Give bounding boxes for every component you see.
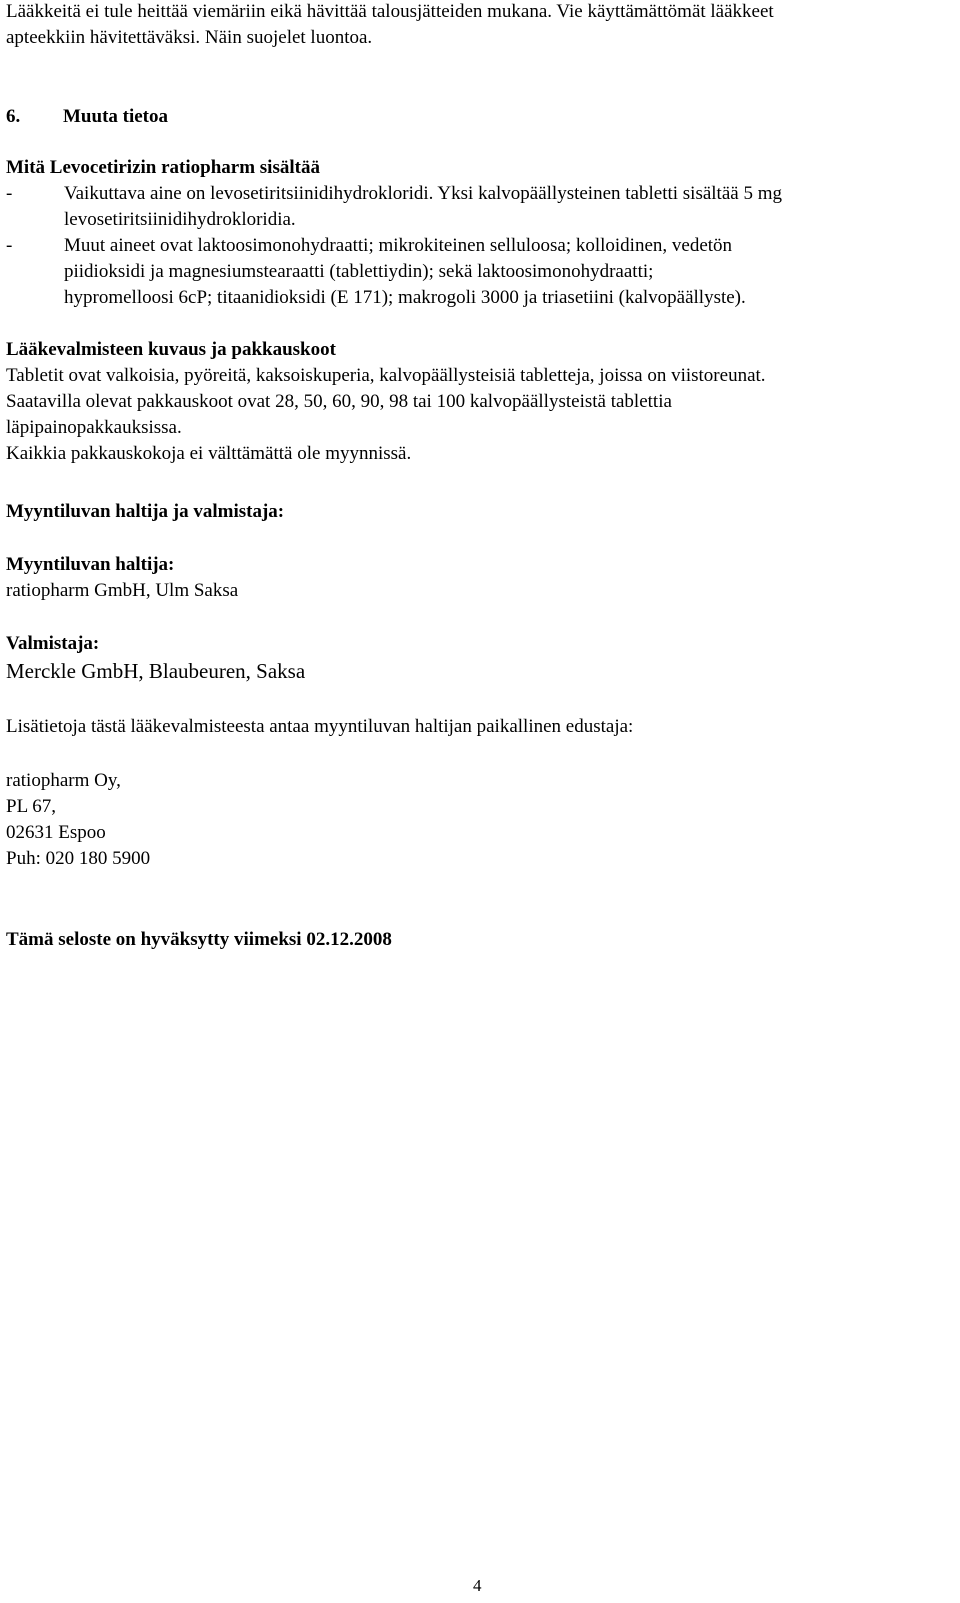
bullet-dash-1: -	[6, 183, 13, 204]
other-ingredients-line-3: hypromelloosi 6cP; titaanidioksidi (E 171); makrogoli 3000 ja triasetiini (kalvopäällyste).	[64, 287, 746, 308]
section-number: 6.	[6, 106, 21, 127]
description-line-1: Tabletit ovat valkoisia, pyöreitä, kaksoiskuperia, kalvopäällysteisiä tabletteja, joissa on viistoreunat.	[6, 365, 766, 386]
other-ingredients-line-2: piidioksidi ja magnesiumstearaatti (tablettiydin); sekä laktoosimonohydraatti;	[64, 261, 654, 282]
manufacturer-label: Valmistaja:	[6, 633, 100, 654]
contents-heading: Mitä Levocetirizin ratiopharm sisältää	[6, 157, 320, 178]
page-number: 4	[473, 1576, 482, 1595]
local-representative-phone: Puh: 020 180 5900	[6, 848, 151, 869]
section-title: Muuta tietoa	[63, 106, 169, 127]
local-representative-intro: Lisätietoja tästä lääkevalmisteesta antaa myyntiluvan haltijan paikallinen edustaja:	[6, 716, 634, 737]
description-line-4: Kaikkia pakkauskokoja ei välttämättä ole myynnissä.	[6, 443, 412, 464]
description-heading: Lääkevalmisteen kuvaus ja pakkauskoot	[6, 339, 336, 360]
manufacturer-value: Merckle GmbH, Blaubeuren, Saksa	[6, 659, 306, 683]
local-representative-name: ratiopharm Oy,	[6, 770, 121, 791]
bullet-dash-2: -	[6, 235, 13, 256]
holder-heading: Myyntiluvan haltija ja valmistaja:	[6, 501, 285, 522]
local-representative-pobox: PL 67,	[6, 796, 56, 817]
other-ingredients-line-1: Muut aineet ovat laktoosimonohydraatti; mikrokiteinen selluloosa; kolloidinen, vedetön	[64, 235, 733, 256]
description-line-2: Saatavilla olevat pakkauskoot ovat 28, 50, 60, 90, 98 tai 100 kalvopäällysteistä tablettia	[6, 391, 672, 412]
approval-date: Tämä seloste on hyväksytty viimeksi 02.12.2008	[6, 929, 392, 950]
holder-label: Myyntiluvan haltija:	[6, 554, 175, 575]
intro-line-2: apteekkiin hävitettäväksi. Näin suojelet luontoa.	[6, 27, 373, 48]
active-ingredient-line-2: levosetiritsiinidihydrokloridia.	[64, 209, 296, 230]
intro-line-1: Lääkkeitä ei tule heittää viemäriin eikä hävittää talousjätteiden mukana. Vie käyttämättömät lääkkeet	[6, 1, 774, 22]
active-ingredient-line-1: Vaikuttava aine on levosetiritsiinidihydrokloridi. Yksi kalvopäällysteinen tabletti sisältää 5 mg	[64, 183, 782, 204]
holder-value: ratiopharm GmbH, Ulm Saksa	[6, 580, 239, 601]
local-representative-postal: 02631 Espoo	[6, 822, 106, 843]
description-line-3: läpipainopakkauksissa.	[6, 417, 182, 438]
